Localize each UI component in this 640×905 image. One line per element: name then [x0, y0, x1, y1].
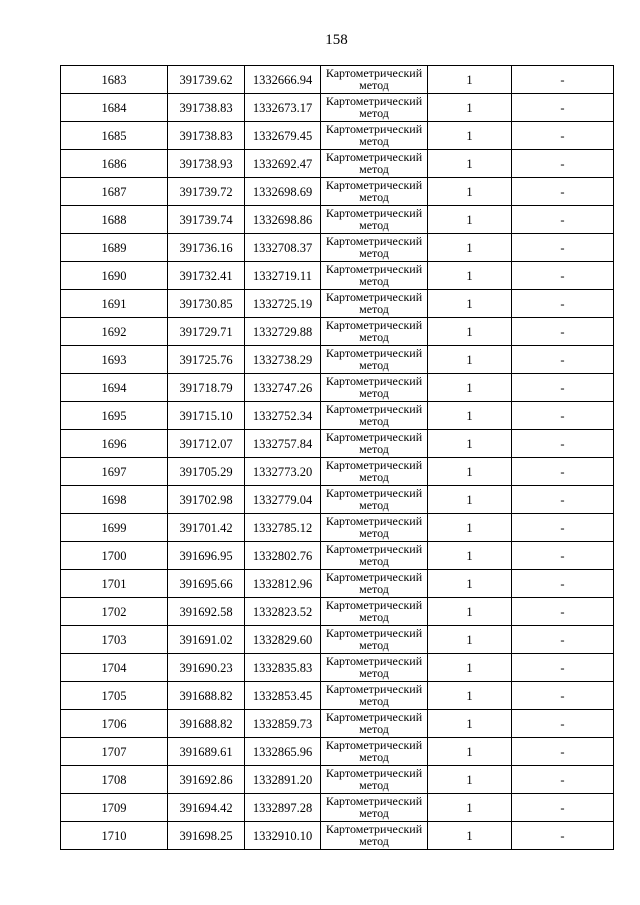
count-cell: 1: [428, 542, 512, 570]
count-cell: 1: [428, 822, 512, 850]
method-line-1: Картометрический: [325, 262, 423, 276]
y-coordinate-cell: 1332698.86: [245, 206, 321, 234]
method-line-1: Картометрический: [325, 570, 423, 584]
y-coordinate-cell: 1332897.28: [245, 794, 321, 822]
x-coordinate-cell: 391702.98: [168, 486, 245, 514]
count-cell: 1: [428, 766, 512, 794]
point-number-cell: 1688: [61, 206, 168, 234]
x-coordinate-cell: 391690.23: [168, 654, 245, 682]
method-line-2: метод: [359, 722, 389, 736]
point-number-cell: 1697: [61, 458, 168, 486]
method-text: [321, 318, 427, 345]
method-text: [321, 402, 427, 429]
method-line-2: метод: [359, 610, 389, 624]
x-coordinate-cell: 391696.95: [168, 542, 245, 570]
y-coordinate-cell: 1332865.96: [245, 738, 321, 766]
point-number-cell: 1690: [61, 262, 168, 290]
table-row: [61, 122, 614, 150]
point-number-cell: 1691: [61, 290, 168, 318]
method-text: [321, 346, 427, 373]
method-line-2: метод: [359, 218, 389, 232]
point-number-cell: 1703: [61, 626, 168, 654]
method-text: [321, 542, 427, 569]
method-line-1: Картометрический: [325, 374, 423, 388]
method-line-2: метод: [359, 358, 389, 372]
method-cell: [321, 654, 428, 682]
method-cell: [321, 542, 428, 570]
count-cell: 1: [428, 682, 512, 710]
note-cell: -: [512, 430, 614, 458]
table-row: [61, 458, 614, 486]
table-row: [61, 514, 614, 542]
method-text: [321, 682, 427, 709]
method-line-1: Картометрический: [325, 766, 423, 780]
y-coordinate-cell: 1332823.52: [245, 598, 321, 626]
x-coordinate-cell: 391738.83: [168, 94, 245, 122]
method-line-2: метод: [359, 526, 389, 540]
method-line-1: Картометрический: [325, 598, 423, 612]
method-line-2: метод: [359, 582, 389, 596]
point-number-cell: 1687: [61, 178, 168, 206]
y-coordinate-cell: 1332692.47: [245, 150, 321, 178]
point-number-cell: 1693: [61, 346, 168, 374]
note-cell: -: [512, 514, 614, 542]
x-coordinate-cell: 391694.42: [168, 794, 245, 822]
x-coordinate-cell: 391691.02: [168, 626, 245, 654]
x-coordinate-cell: 391712.07: [168, 430, 245, 458]
method-text: [321, 94, 427, 121]
method-line-1: Картометрический: [325, 234, 423, 248]
table-row: [61, 66, 614, 94]
count-cell: 1: [428, 66, 512, 94]
note-cell: -: [512, 458, 614, 486]
y-coordinate-cell: 1332747.26: [245, 374, 321, 402]
method-cell: [321, 178, 428, 206]
method-cell: [321, 262, 428, 290]
y-coordinate-cell: 1332891.20: [245, 766, 321, 794]
note-cell: -: [512, 738, 614, 766]
method-line-1: Картометрический: [325, 178, 423, 192]
note-cell: -: [512, 682, 614, 710]
method-line-1: Картометрический: [325, 318, 423, 332]
x-coordinate-cell: 391695.66: [168, 570, 245, 598]
method-cell: [321, 570, 428, 598]
method-line-2: метод: [359, 834, 389, 848]
point-number-cell: 1696: [61, 430, 168, 458]
method-text: [321, 206, 427, 233]
note-cell: -: [512, 262, 614, 290]
method-line-1: Картометрический: [325, 626, 423, 640]
point-number-cell: 1686: [61, 150, 168, 178]
table-row: [61, 430, 614, 458]
method-text: [321, 598, 427, 625]
x-coordinate-cell: 391738.93: [168, 150, 245, 178]
note-cell: -: [512, 822, 614, 850]
point-number-cell: 1694: [61, 374, 168, 402]
x-coordinate-cell: 391739.62: [168, 66, 245, 94]
method-line-2: метод: [359, 162, 389, 176]
x-coordinate-cell: 391688.82: [168, 682, 245, 710]
y-coordinate-cell: 1332666.94: [245, 66, 321, 94]
method-text: [321, 738, 427, 765]
y-coordinate-cell: 1332708.37: [245, 234, 321, 262]
method-line-2: метод: [359, 386, 389, 400]
count-cell: 1: [428, 738, 512, 766]
point-number-cell: 1685: [61, 122, 168, 150]
x-coordinate-cell: 391738.83: [168, 122, 245, 150]
table-row: [61, 234, 614, 262]
method-cell: [321, 430, 428, 458]
x-coordinate-cell: 391736.16: [168, 234, 245, 262]
table-row: [61, 542, 614, 570]
method-line-1: Картометрический: [325, 710, 423, 724]
point-number-cell: 1698: [61, 486, 168, 514]
table-row: [61, 766, 614, 794]
point-number-cell: 1689: [61, 234, 168, 262]
note-cell: -: [512, 150, 614, 178]
x-coordinate-cell: 391701.42: [168, 514, 245, 542]
x-coordinate-cell: 391739.74: [168, 206, 245, 234]
method-line-2: метод: [359, 806, 389, 820]
count-cell: 1: [428, 458, 512, 486]
method-line-2: метод: [359, 330, 389, 344]
count-cell: 1: [428, 318, 512, 346]
table-row: [61, 374, 614, 402]
y-coordinate-cell: 1332785.12: [245, 514, 321, 542]
count-cell: 1: [428, 486, 512, 514]
method-line-1: Картометрический: [325, 654, 423, 668]
x-coordinate-cell: 391732.41: [168, 262, 245, 290]
x-coordinate-cell: 391729.71: [168, 318, 245, 346]
x-coordinate-cell: 391688.82: [168, 710, 245, 738]
x-coordinate-cell: 391689.61: [168, 738, 245, 766]
method-cell: [321, 374, 428, 402]
method-line-1: Картометрический: [325, 290, 423, 304]
method-line-2: метод: [359, 414, 389, 428]
note-cell: -: [512, 234, 614, 262]
table-row: [61, 570, 614, 598]
note-cell: -: [512, 94, 614, 122]
method-line-1: Картометрический: [325, 430, 423, 444]
x-coordinate-cell: 391718.79: [168, 374, 245, 402]
x-coordinate-cell: 391725.76: [168, 346, 245, 374]
method-text: [321, 262, 427, 289]
method-line-2: метод: [359, 442, 389, 456]
count-cell: 1: [428, 346, 512, 374]
x-coordinate-cell: 391692.58: [168, 598, 245, 626]
method-line-2: метод: [359, 554, 389, 568]
method-text: [321, 150, 427, 177]
method-line-1: Картометрический: [325, 458, 423, 472]
y-coordinate-cell: 1332673.17: [245, 94, 321, 122]
table-body: [61, 66, 614, 850]
x-coordinate-cell: 391698.25: [168, 822, 245, 850]
method-text: [321, 178, 427, 205]
table-row: [61, 794, 614, 822]
method-line-2: метод: [359, 470, 389, 484]
y-coordinate-cell: 1332802.76: [245, 542, 321, 570]
note-cell: -: [512, 346, 614, 374]
count-cell: 1: [428, 710, 512, 738]
method-text: [321, 430, 427, 457]
table-row: [61, 626, 614, 654]
method-line-2: метод: [359, 134, 389, 148]
table-row: [61, 262, 614, 290]
method-cell: [321, 346, 428, 374]
count-cell: 1: [428, 262, 512, 290]
table-row: [61, 486, 614, 514]
point-number-cell: 1683: [61, 66, 168, 94]
method-cell: [321, 738, 428, 766]
method-text: [321, 794, 427, 821]
note-cell: -: [512, 794, 614, 822]
note-cell: -: [512, 66, 614, 94]
method-text: [321, 710, 427, 737]
method-cell: [321, 234, 428, 262]
y-coordinate-cell: 1332812.96: [245, 570, 321, 598]
method-text: [321, 766, 427, 793]
method-line-2: метод: [359, 498, 389, 512]
page-number: 158: [325, 32, 348, 48]
point-number-cell: 1705: [61, 682, 168, 710]
method-line-1: Картометрический: [325, 346, 423, 360]
table-row: [61, 290, 614, 318]
coordinates-table: [60, 65, 614, 850]
method-text: [321, 374, 427, 401]
point-number-cell: 1700: [61, 542, 168, 570]
note-cell: -: [512, 402, 614, 430]
y-coordinate-cell: 1332835.83: [245, 654, 321, 682]
method-line-2: метод: [359, 190, 389, 204]
method-cell: [321, 626, 428, 654]
method-line-1: Картометрический: [325, 822, 423, 836]
table-row: [61, 654, 614, 682]
method-cell: [321, 458, 428, 486]
method-cell: [321, 766, 428, 794]
note-cell: -: [512, 486, 614, 514]
y-coordinate-cell: 1332853.45: [245, 682, 321, 710]
table-row: [61, 738, 614, 766]
method-line-1: Картометрический: [325, 542, 423, 556]
table-row: [61, 346, 614, 374]
y-coordinate-cell: 1332779.04: [245, 486, 321, 514]
point-number-cell: 1708: [61, 766, 168, 794]
method-cell: [321, 822, 428, 850]
point-number-cell: 1692: [61, 318, 168, 346]
method-line-1: Картометрический: [325, 738, 423, 752]
method-cell: [321, 794, 428, 822]
method-line-2: метод: [359, 246, 389, 260]
table-row: [61, 710, 614, 738]
note-cell: -: [512, 122, 614, 150]
method-text: [321, 66, 427, 93]
x-coordinate-cell: 391715.10: [168, 402, 245, 430]
count-cell: 1: [428, 626, 512, 654]
method-line-2: метод: [359, 778, 389, 792]
point-number-cell: 1702: [61, 598, 168, 626]
method-line-1: Картометрический: [325, 682, 423, 696]
method-text: [321, 822, 427, 849]
point-number-cell: 1707: [61, 738, 168, 766]
y-coordinate-cell: 1332752.34: [245, 402, 321, 430]
method-text: [321, 514, 427, 541]
y-coordinate-cell: 1332757.84: [245, 430, 321, 458]
point-number-cell: 1706: [61, 710, 168, 738]
y-coordinate-cell: 1332773.20: [245, 458, 321, 486]
point-number-cell: 1695: [61, 402, 168, 430]
y-coordinate-cell: 1332679.45: [245, 122, 321, 150]
note-cell: -: [512, 766, 614, 794]
method-line-1: Картометрический: [325, 150, 423, 164]
y-coordinate-cell: 1332859.73: [245, 710, 321, 738]
point-number-cell: 1710: [61, 822, 168, 850]
x-coordinate-cell: 391692.86: [168, 766, 245, 794]
y-coordinate-cell: 1332729.88: [245, 318, 321, 346]
method-line-2: метод: [359, 638, 389, 652]
method-line-1: Картометрический: [325, 206, 423, 220]
x-coordinate-cell: 391705.29: [168, 458, 245, 486]
count-cell: 1: [428, 178, 512, 206]
note-cell: -: [512, 374, 614, 402]
note-cell: -: [512, 318, 614, 346]
method-line-2: метод: [359, 106, 389, 120]
method-text: [321, 234, 427, 261]
table-row: [61, 178, 614, 206]
method-line-1: Картометрический: [325, 66, 423, 80]
x-coordinate-cell: 391730.85: [168, 290, 245, 318]
point-number-cell: 1704: [61, 654, 168, 682]
count-cell: 1: [428, 514, 512, 542]
method-line-1: Картометрический: [325, 514, 423, 528]
table-row: [61, 94, 614, 122]
method-cell: [321, 682, 428, 710]
note-cell: -: [512, 290, 614, 318]
note-cell: -: [512, 626, 614, 654]
count-cell: 1: [428, 570, 512, 598]
count-cell: 1: [428, 234, 512, 262]
count-cell: 1: [428, 402, 512, 430]
x-coordinate-cell: 391739.72: [168, 178, 245, 206]
note-cell: -: [512, 570, 614, 598]
point-number-cell: 1684: [61, 94, 168, 122]
method-line-2: метод: [359, 274, 389, 288]
method-cell: [321, 598, 428, 626]
count-cell: 1: [428, 430, 512, 458]
method-line-1: Картометрический: [325, 94, 423, 108]
method-line-1: Картометрический: [325, 794, 423, 808]
point-number-cell: 1699: [61, 514, 168, 542]
method-text: [321, 626, 427, 653]
method-cell: [321, 150, 428, 178]
method-text: [321, 486, 427, 513]
table-row: [61, 598, 614, 626]
method-cell: [321, 66, 428, 94]
y-coordinate-cell: 1332829.60: [245, 626, 321, 654]
method-cell: [321, 290, 428, 318]
method-line-1: Картометрический: [325, 122, 423, 136]
count-cell: 1: [428, 794, 512, 822]
count-cell: 1: [428, 598, 512, 626]
count-cell: 1: [428, 122, 512, 150]
table-row: [61, 682, 614, 710]
method-text: [321, 290, 427, 317]
method-line-1: Картометрический: [325, 486, 423, 500]
method-cell: [321, 94, 428, 122]
count-cell: 1: [428, 290, 512, 318]
method-line-1: Картометрический: [325, 402, 423, 416]
count-cell: 1: [428, 654, 512, 682]
note-cell: -: [512, 710, 614, 738]
method-line-2: метод: [359, 694, 389, 708]
y-coordinate-cell: 1332719.11: [245, 262, 321, 290]
method-text: [321, 570, 427, 597]
method-cell: [321, 514, 428, 542]
note-cell: -: [512, 598, 614, 626]
count-cell: 1: [428, 150, 512, 178]
note-cell: -: [512, 654, 614, 682]
point-number-cell: 1701: [61, 570, 168, 598]
method-cell: [321, 710, 428, 738]
method-text: [321, 122, 427, 149]
table-row: [61, 150, 614, 178]
point-number-cell: 1709: [61, 794, 168, 822]
method-text: [321, 458, 427, 485]
method-cell: [321, 206, 428, 234]
table-row: [61, 318, 614, 346]
method-cell: [321, 402, 428, 430]
note-cell: -: [512, 178, 614, 206]
y-coordinate-cell: 1332698.69: [245, 178, 321, 206]
method-line-2: метод: [359, 302, 389, 316]
table-row: [61, 402, 614, 430]
y-coordinate-cell: 1332910.10: [245, 822, 321, 850]
method-cell: [321, 318, 428, 346]
count-cell: 1: [428, 374, 512, 402]
note-cell: -: [512, 542, 614, 570]
method-line-2: метод: [359, 78, 389, 92]
table-row: [61, 206, 614, 234]
method-line-2: метод: [359, 666, 389, 680]
count-cell: 1: [428, 206, 512, 234]
method-cell: [321, 122, 428, 150]
y-coordinate-cell: 1332725.19: [245, 290, 321, 318]
count-cell: 1: [428, 94, 512, 122]
method-text: [321, 654, 427, 681]
table-row: [61, 822, 614, 850]
y-coordinate-cell: 1332738.29: [245, 346, 321, 374]
method-cell: [321, 486, 428, 514]
note-cell: -: [512, 206, 614, 234]
method-line-2: метод: [359, 750, 389, 764]
